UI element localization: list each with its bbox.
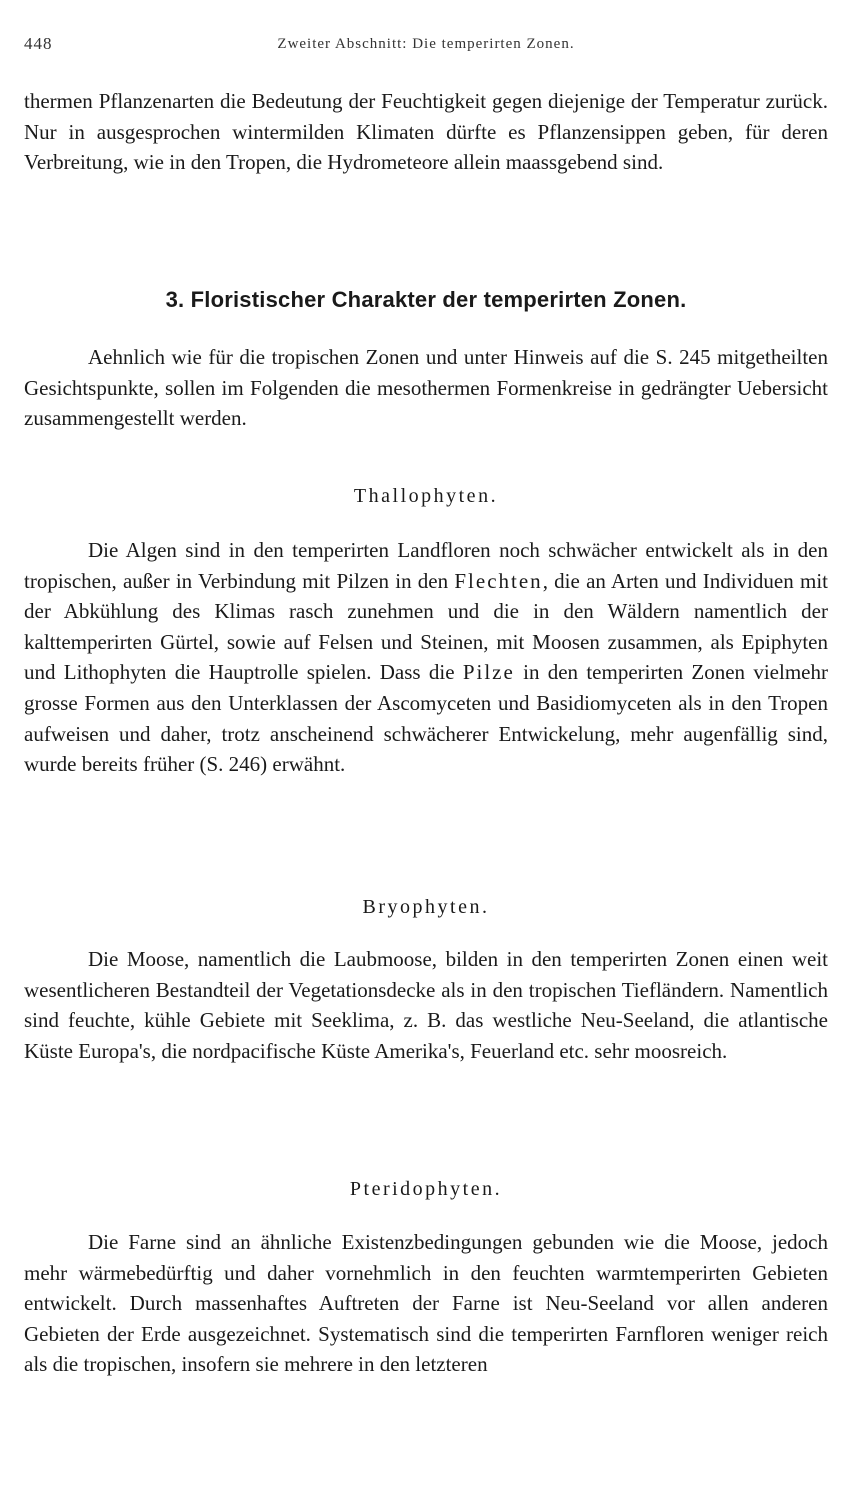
subheading-pteridophyten: Pteridophyten. bbox=[349, 1178, 503, 1200]
running-header bbox=[24, 34, 828, 58]
thallophyten-paragraph bbox=[24, 535, 828, 780]
thallophyten-text-end: in den temperirten Zonen vielmehr grosse Formen aus den Unterklassen der Ascomyceten und Basidiomyceten als in den Tropen aufweisen und daher, trotz anscheinend schwächerer Entwickelung, mehr augenfällig sind, wurde bereits früher (S. 246) erwähnt. bbox=[24, 660, 828, 777]
pteridophyten-paragraph bbox=[24, 1227, 828, 1380]
thallophyten-text-mid: , die an Arten und Individuen mit der Abkühlung des Klimas rasch zunehmen und die in den Wäldern namentlich der kalttemperirten Gürtel, sowie auf Felsen und Steinen, mit Moosen zusammen, als Epiphyten und Lithophyten die Hauptrolle spielen. Dass die bbox=[24, 568, 828, 685]
subheading-bryophyten: Bryophyten. bbox=[362, 896, 490, 918]
subheading-thallophyten: Thallophyten. bbox=[353, 485, 499, 507]
thallophyten-text-start: Die Algen sind in den temperirten Landfloren noch schwächer entwickelt als in den tropischen, außer in Verbindung mit Pilzen in den bbox=[24, 538, 828, 593]
bryophyten-paragraph bbox=[24, 944, 828, 1066]
pteridophyten-text: Die Farne sind an ähnliche Existenzbedingungen gebunden wie die Moose, jedoch mehr wärmebedürftig und daher vornehmlich in den feuchten warmtemperirten Gebieten entwickelt. Durch massenhaftes Auftreten der Farne ist Neu-Seeland vor allen anderen Gebieten der Erde ausgezeichnet. Systematisch sind die temperirten Farnfloren weniger reich als die tropischen, insofern sie mehrere in den letzteren bbox=[24, 1230, 828, 1377]
term-pilze: Pilze bbox=[462, 660, 515, 685]
running-title: Zweiter Abschnitt: Die temperirten Zonen. bbox=[277, 36, 575, 52]
section-heading: 3. Floristischer Charakter der temperirten Zonen. bbox=[165, 287, 687, 312]
term-flechten: Flechten bbox=[454, 568, 543, 593]
thallophyten-text bbox=[24, 535, 828, 780]
intro-text: thermen Pflanzenarten die Bedeutung der Feuchtigkeit gegen diejenige der Temperatur zurück. Nur in ausgesprochen wintermilden Klimaten dürfte es Pflanzensippen geben, für deren Verbreitung, wie in den Tropen, die Hydrometeore allein maassgebend sind. bbox=[24, 89, 828, 175]
section-text: Aehnlich wie für die tropischen Zonen und unter Hinweis auf die S. 245 mitgetheilten Gesichtspunkte, sollen im Folgenden die mesothermen Formenkreise in gedrängter Uebersicht zusammengestellt werden. bbox=[24, 345, 828, 431]
section-paragraph bbox=[24, 342, 828, 434]
page-number: 448 bbox=[24, 34, 53, 53]
bryophyten-text: Die Moose, namentlich die Laubmoose, bilden in den temperirten Zonen einen weit wesentlicheren Bestandteil der Vegetationsdecke als in den tropischen Tiefländern. Namentlich sind feuchte, kühle Gebiete mit Seeklima, z. B. das westliche Neu-Seeland, die atlantische Küste Europa's, die nordpacifische Küste Amerika's, Feuerland etc. sehr moosreich. bbox=[24, 947, 828, 1063]
intro-paragraph bbox=[24, 86, 828, 178]
